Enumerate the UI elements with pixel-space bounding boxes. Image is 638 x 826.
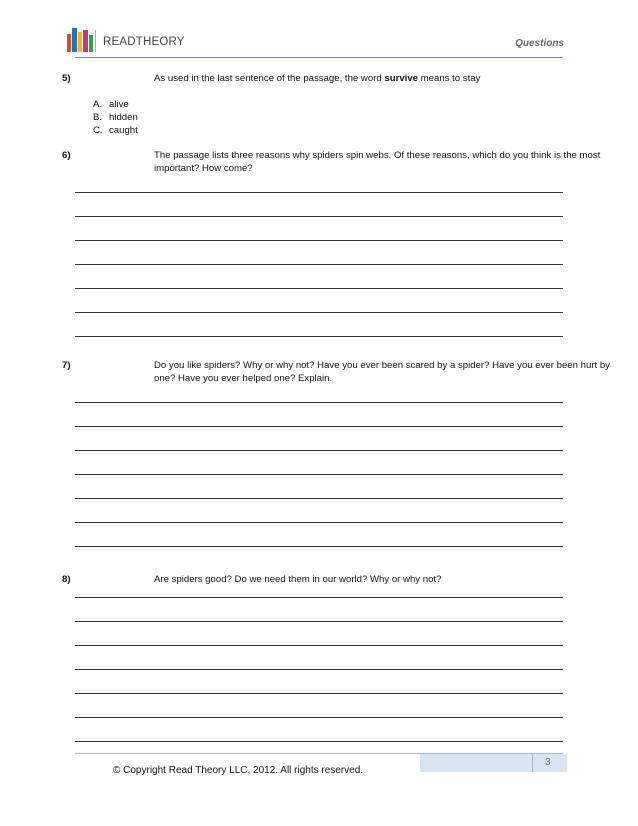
answer-line[interactable]	[75, 216, 563, 217]
question-text: Are spiders good? Do we need them in our world? Why or why not?	[154, 574, 442, 585]
answer-line[interactable]	[75, 693, 563, 694]
question-number: 7)	[62, 360, 71, 371]
answer-line[interactable]	[75, 621, 563, 622]
question-7	[62, 359, 610, 384]
answer-line[interactable]	[75, 741, 563, 742]
answer-line[interactable]	[75, 426, 563, 427]
answer-line[interactable]	[75, 498, 563, 499]
logo-book-2	[72, 28, 77, 52]
logo-book-4	[83, 30, 88, 52]
question-text: Do you like spiders? Why or why not? Have you ever been scared by a spider? Have you ever been hurt by one? Have you ever helped one? Explain.	[154, 360, 610, 384]
header-rule	[75, 57, 563, 58]
question-text: As used in the last sentence of the passage, the word survive means to stay	[154, 73, 481, 84]
brand-separator	[95, 30, 96, 52]
question-number: 5)	[62, 73, 71, 84]
answer-line[interactable]	[75, 597, 563, 598]
answer-line[interactable]	[75, 264, 563, 265]
copyright-notice: © Copyright Read Theory LLC, 2012. All rights reserved.	[113, 765, 364, 776]
answer-line[interactable]	[75, 645, 563, 646]
logo-book-5	[89, 35, 93, 52]
option-c: C. caught	[93, 125, 138, 136]
option-b: B. hidden	[93, 112, 138, 123]
question-number: 6)	[62, 150, 71, 161]
answer-line[interactable]	[75, 717, 563, 718]
question-8	[62, 573, 562, 586]
page-number: 3	[545, 757, 551, 768]
answer-line[interactable]	[75, 522, 563, 523]
keyword: survive	[384, 73, 419, 84]
answer-line[interactable]	[75, 336, 563, 337]
logo-book-3	[78, 32, 82, 52]
section-title: Questions	[515, 38, 564, 49]
question-text: The passage lists three reasons why spiders spin webs. Of these reasons, which do you think is the most important? How come?	[154, 150, 601, 174]
answer-line[interactable]	[75, 450, 563, 451]
readtheory-logo	[67, 28, 93, 52]
answer-line[interactable]	[75, 192, 563, 193]
option-a: A. alive	[93, 99, 129, 110]
question-number: 8)	[62, 574, 71, 585]
question-6	[62, 149, 601, 174]
answer-line[interactable]	[75, 546, 563, 547]
answer-line[interactable]	[75, 240, 563, 241]
brand-name: READTHEORY	[103, 36, 185, 48]
answer-line[interactable]	[75, 402, 563, 403]
logo-book-1	[67, 34, 71, 52]
answer-line[interactable]	[75, 474, 563, 475]
question-5	[62, 72, 562, 85]
answer-line[interactable]	[75, 669, 563, 670]
answer-line[interactable]	[75, 288, 563, 289]
answer-line[interactable]	[75, 312, 563, 313]
